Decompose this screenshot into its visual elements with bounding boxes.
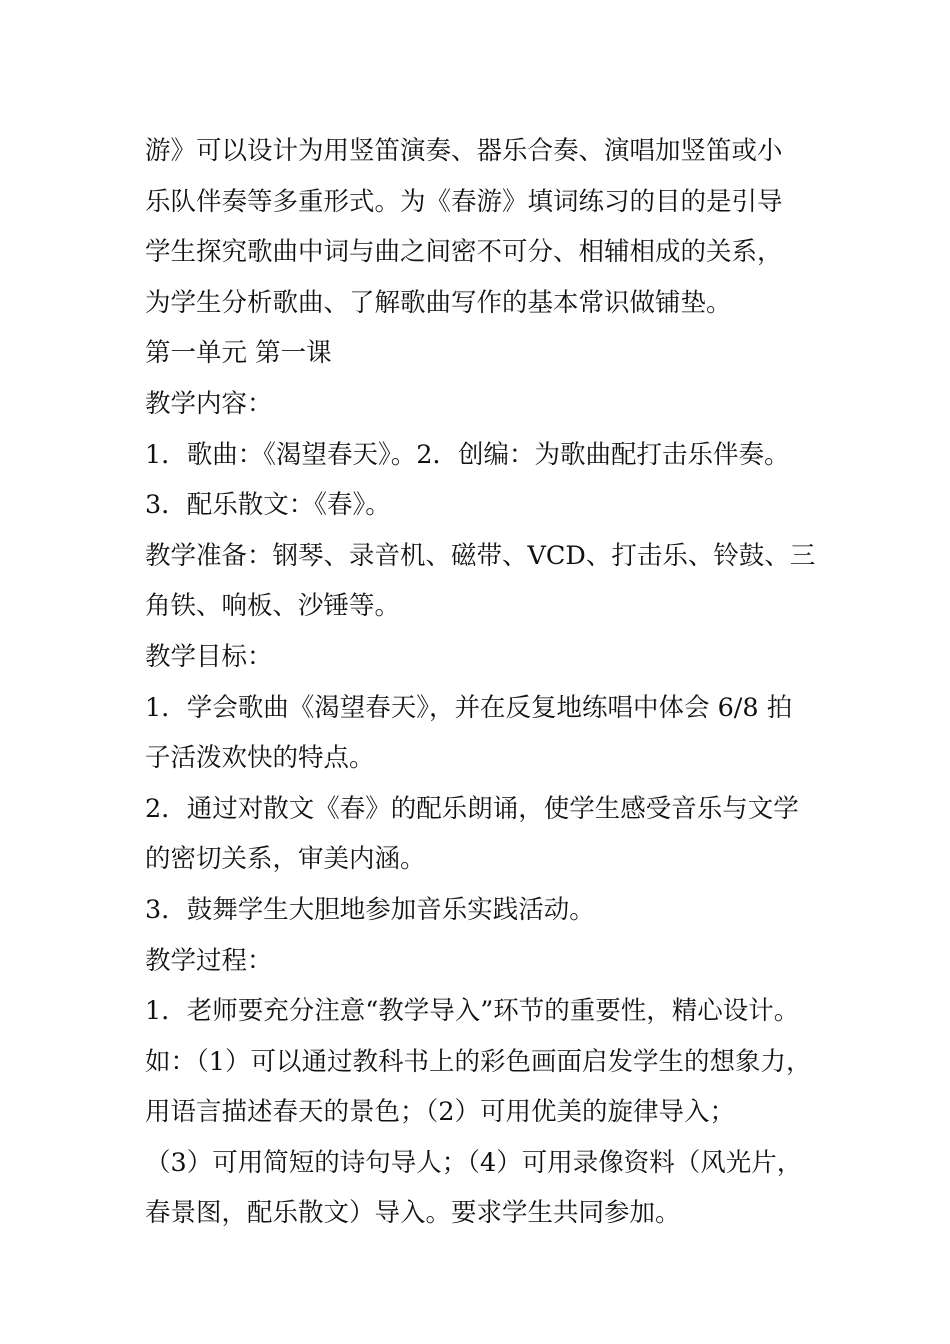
text-line: 为学生分析歌曲、了解歌曲写作的基本常识做铺垫。 xyxy=(145,287,732,318)
text-line: 3．鼓舞学生大胆地参加音乐实践活动。 xyxy=(145,894,595,925)
text-line: 教学内容： xyxy=(145,388,273,419)
text-line: 如：（1）可以通过教科书上的彩色画面启发学生的想象力， xyxy=(145,1046,812,1077)
text-line: 子活泼欢快的特点。 xyxy=(145,743,375,774)
text-line: 3．配乐散文：《春》。 xyxy=(145,490,391,521)
text-line: 春景图，配乐散文）导入。要求学生共同参加。 xyxy=(145,1198,681,1229)
text-line: 角铁、响板、沙锤等。 xyxy=(145,591,401,622)
document-body xyxy=(145,126,825,1239)
text-line: 2．通过对散文《春》的配乐朗诵，使学生感受音乐与文学 xyxy=(145,793,799,824)
text-line: 的密切关系，审美内涵。 xyxy=(145,844,426,875)
text-line: 教学过程： xyxy=(145,945,273,976)
text-line: 教学准备：钢琴、录音机、磁带、VCD、打击乐、铃鼓、三 xyxy=(145,540,816,571)
text-line: 游》可以设计为用竖笛演奏、器乐合奏、演唱加竖笛或小 xyxy=(145,136,783,166)
text-line: 1．老师要充分注意“教学导入”环节的重要性，精心设计。 xyxy=(145,996,800,1027)
text-line: 用语言描述春天的景色；（2）可用优美的旋律导入； xyxy=(145,1097,735,1128)
text-line: 1．歌曲：《渴望春天》。2．创编：为歌曲配打击乐伴奏。 xyxy=(145,439,790,470)
text-line: 1．学会歌曲《渴望春天》，并在反复地练唱中体会 6/8 拍 xyxy=(145,692,793,723)
text-line: 教学目标： xyxy=(145,641,273,672)
text-line: （3）可用简短的诗句导人；（4）可用录像资料（风光片， xyxy=(145,1147,803,1178)
text-line: 乐队伴奏等多重形式。为《春游》填词练习的目的是引导 xyxy=(145,186,783,217)
section-heading: 第一单元 第一课 xyxy=(145,338,332,369)
text-line: 学生探究歌曲中词与曲之间密不可分、相辅相成的关系， xyxy=(145,237,783,268)
